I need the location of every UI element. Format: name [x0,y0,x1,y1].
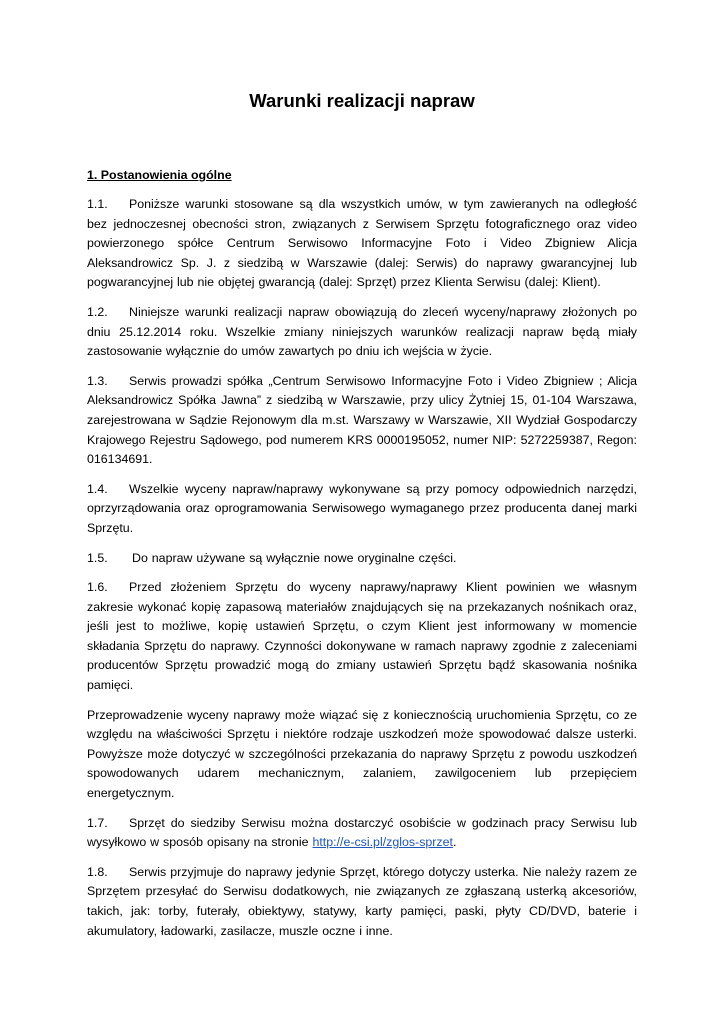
paragraph-1-3 [87,372,637,470]
report-equipment-link[interactable]: http://e-csi.pl/zglos-sprzet [312,835,453,850]
paragraph-text: Poniższe warunki stosowane są dla wszystkich umów, w tym zawieranych na odległość bez jednoczesnej obecności stron, związanych z Serwisem Sprzętu fotograficznego oraz video powierzonego spółce Centrum Serwisowo Informacyjne Foto i Video Zbigniew Alicja Aleksandrowicz Sp. J. z siedzibą w Warszawie (dalej: Serwis) do naprawy gwarancyjnej lub pogwarancyjnej lub nie objętej gwarancją (dalej: Sprzęt) przez Klienta Serwisu (dalej: Klient). [87,197,637,290]
paragraph-1-7 [87,814,637,853]
paragraph-number: 1.3. [87,373,108,388]
paragraph-text: Wszelkie wyceny napraw/naprawy wykonywane są przy pomocy odpowiednich narzędzi, oprzyrządowania oraz oprogramowania Serwisowego wymaganego przez producenta danej marki Sprzętu. [87,481,637,535]
paragraph-number: 1.8. [87,864,108,879]
paragraph-number: 1.2. [87,304,108,319]
paragraph-1-1 [87,195,637,293]
paragraph-1-2 [87,303,637,362]
paragraph-text: Serwis prowadzi spółka „Centrum Serwisowo Informacyjne Foto i Video Zbigniew ; Alicja Aleksandrowicz Spółka Jawna” z siedzibą w Warszawie, przy ulicy Żytniej 15, 01-104 Warszawa, zarejestrowana w Sądzie Rejonowym dla m.st. Warszawy w Warszawie, XII Wydział Gospodarczy Krajowego Rejestru Sądowego, pod numerem KRS 0000195052, numer NIP: 5272259387, Regon: 016134691. [87,373,637,467]
paragraph-1-5 [87,549,637,569]
paragraph-text: Przed złożeniem Sprzętu do wyceny naprawy/naprawy Klient powinien we własnym zakresie wykonać kopię zapasową materiałów znajdujących się na przekazanych nośnikach oraz, jeśli jest to możliwe, kopię ustawień Sprzętu, o czym Klient jest informowany w momencie składania Sprzętu do naprawy. Czynności dokonywane w ramach naprawy zgodnie z zaleceniami producentów Sprzętu prowadzić mogą do zmiany ustawień Sprzętu bądź skasowania nośnika pamięci. [87,580,637,693]
paragraph-text: Niniejsze warunki realizacji napraw obowiązują do zleceń wyceny/naprawy złożonych po dniu 25.12.2014 roku. Wszelkie zmiany niniejszych warunków realizacji napraw będą miały zastosowanie wyłącznie do umów zawartych po dniu ich wejścia w życie. [87,304,637,359]
document-title: Warunki realizacji napraw [249,90,475,111]
paragraph-number: 1.1. [87,197,108,211]
paragraph-number: 1.7. [87,815,108,830]
paragraph-text-end: . [452,835,457,850]
paragraph-1-8 [87,863,637,941]
paragraph-1-6-continued: Przeprowadzenie wyceny naprawy może wiązać się z koniecznością uruchomienia Sprzętu, co ze względu na właściwości Sprzętu i niektóre rodzaje uszkodzeń może spowodować dalsze usterki. Powyższe może dotyczyć w szczególności przekazania do naprawy Sprzętu z powodu uszkodzeń spowodowanych udarem mechanicznym, zalaniem, zawilgoceniem lub przepięciem energetycznym. [87,707,637,801]
paragraph-1-4 [87,480,637,539]
section-heading-general: 1. Postanowienia ogólne [87,168,232,182]
paragraph-text: Do napraw używane są wyłącznie nowe oryginalne części. [132,550,457,565]
paragraph-1-6 [87,578,637,696]
paragraph-number: 1.4. [87,481,108,496]
paragraph-number: 1.5. [87,550,108,565]
paragraph-number: 1.6. [87,580,108,595]
paragraph-text: Sprzęt do siedziby Serwisu można dostarczyć osobiście w godzinach pracy Serwisu lub wysyłkowo w sposób opisany na stronie [87,815,637,850]
paragraph-text: Serwis przyjmuje do naprawy jedynie Sprzęt, którego dotyczy usterka. Nie należy razem ze Sprzętem przesyłać do Serwisu dodatkowych, nie związanych ze zgłaszaną usterką akcesoriów, takich, jak: torby, futerały, obiektywy, statywy, karty pamięci, paski, płyty CD/DVD, baterie i akumulatory, ładowarki, zasilacze, muszle oczne i inne. [87,864,637,938]
